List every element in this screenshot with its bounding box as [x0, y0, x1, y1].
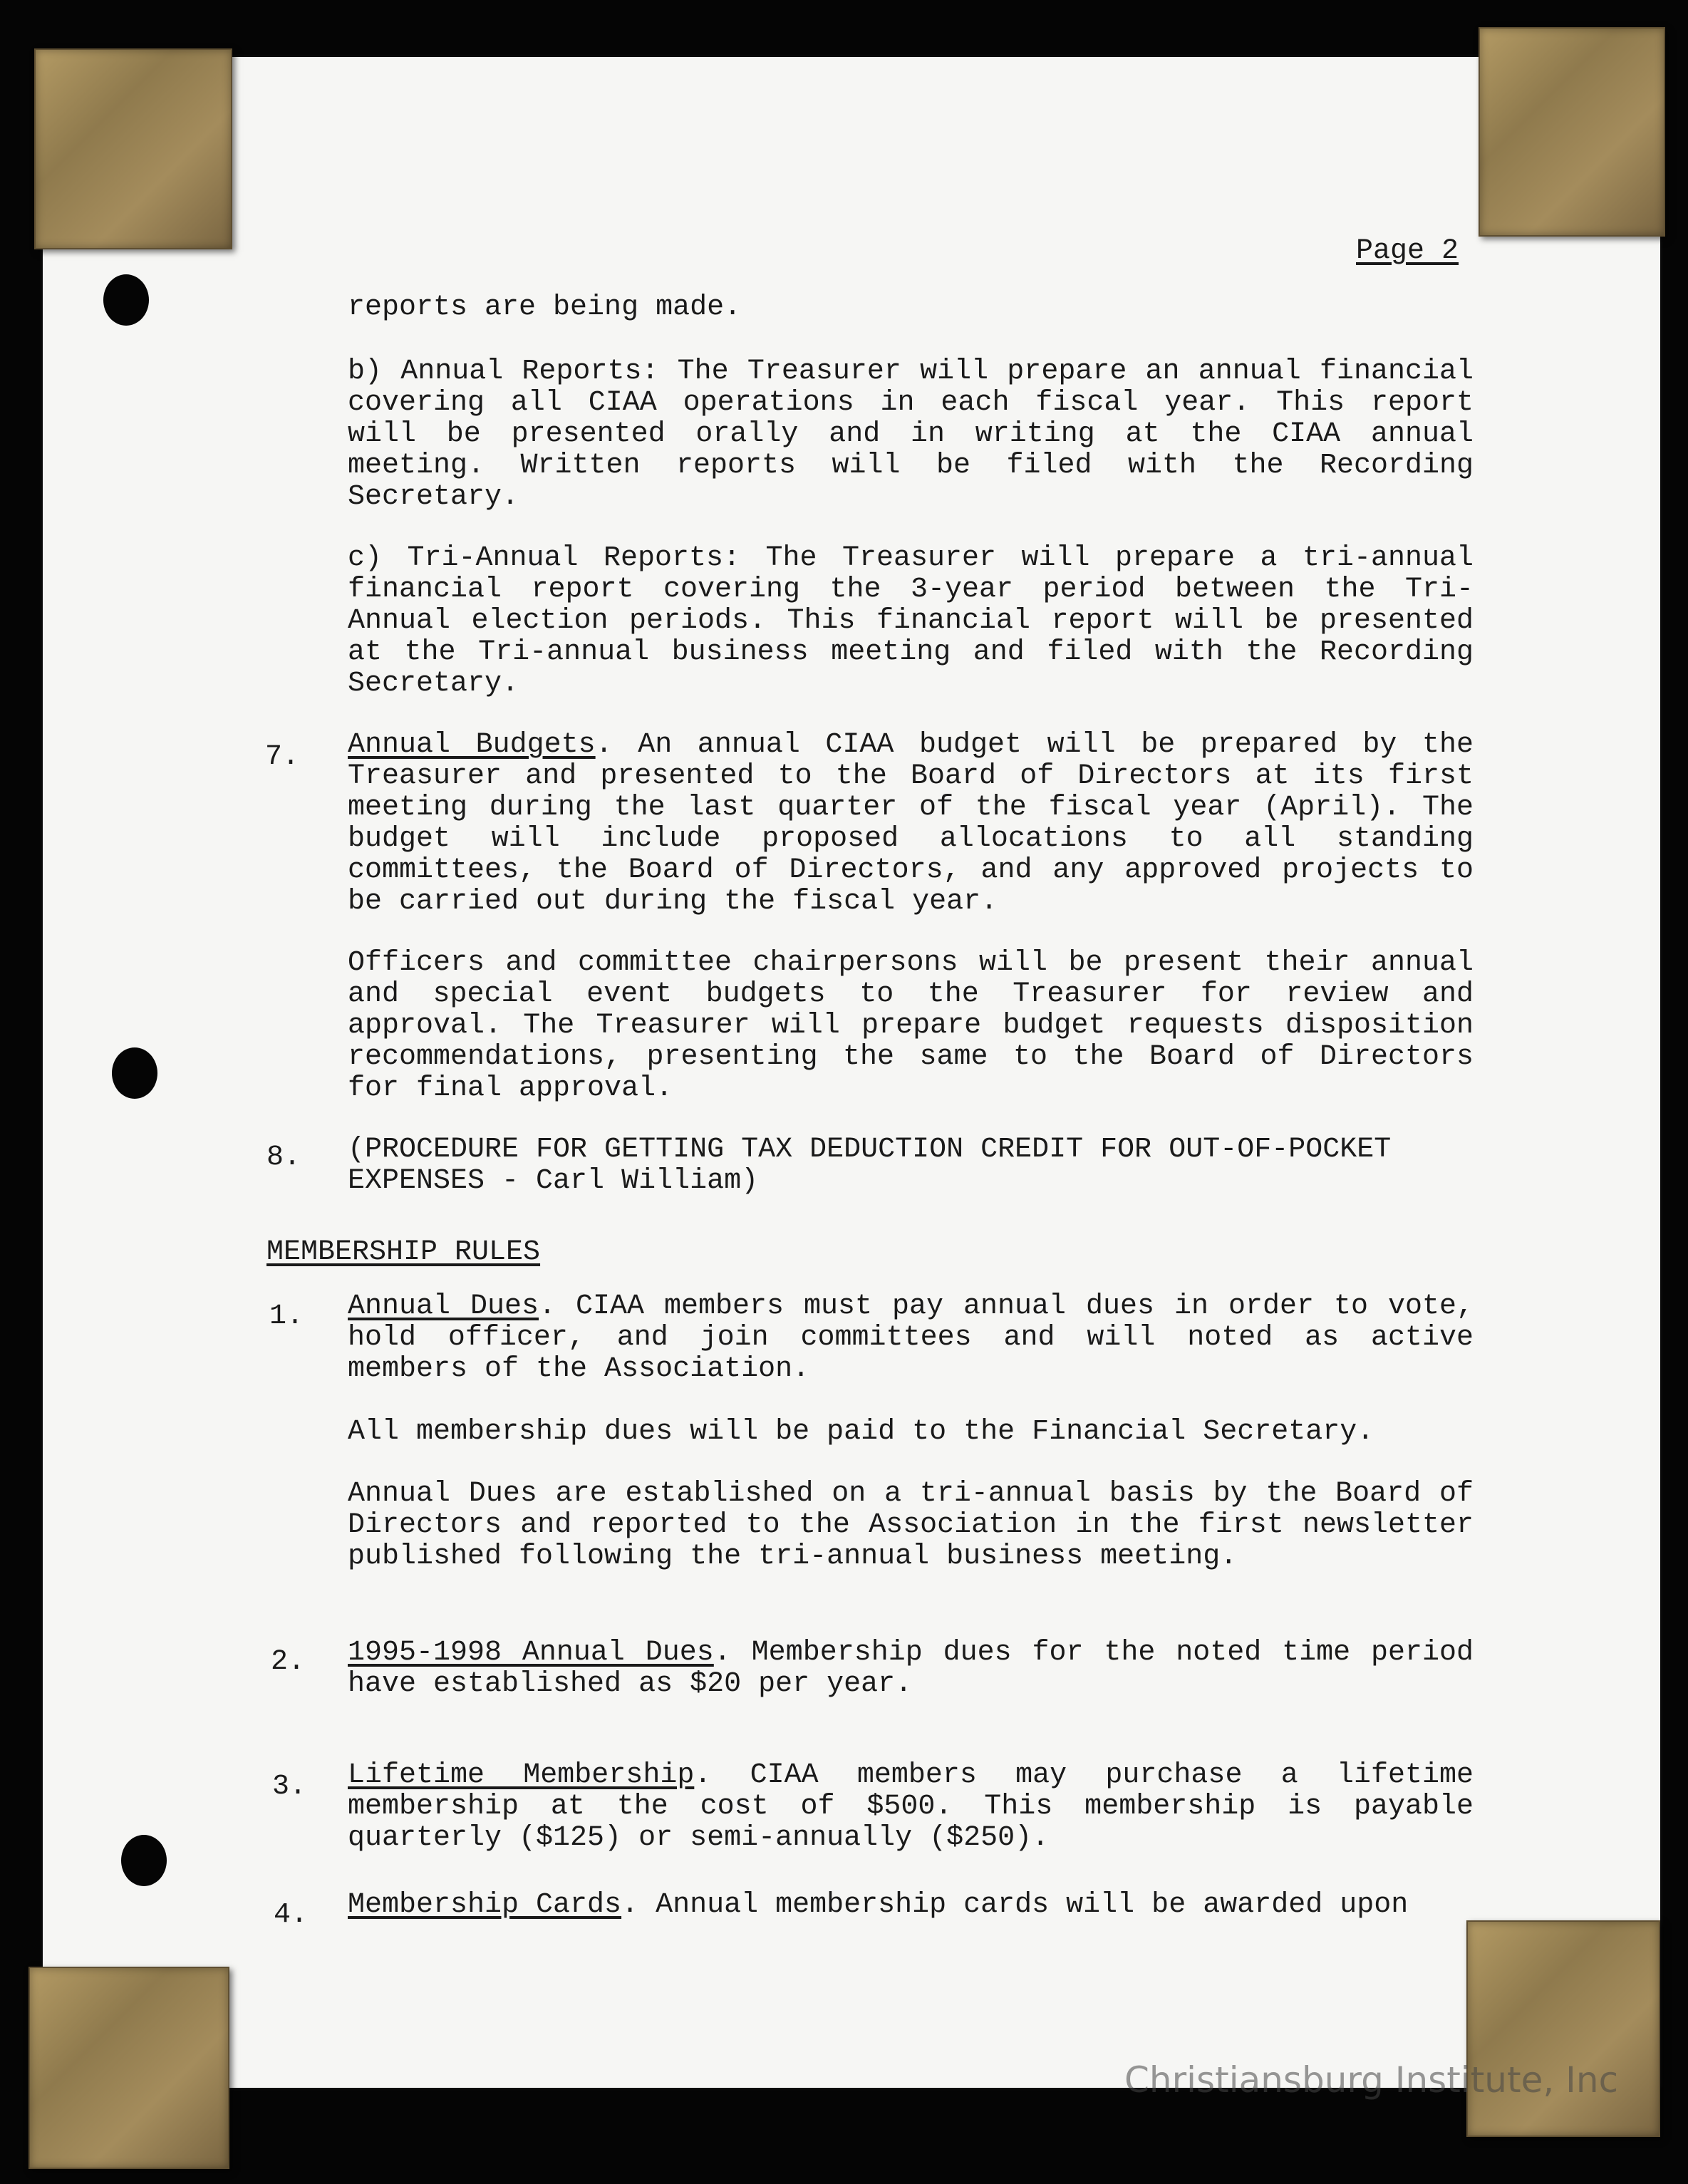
item-number: 3.	[272, 1771, 307, 1803]
item-1995-1998-dues	[348, 1637, 1474, 1700]
item-text: . CIAA members must pay annual dues in order to vote, hold officer, and join committees and will noted as active members of the Association.	[348, 1290, 1474, 1385]
paragraph-officers-budgets: Officers and committee chairpersons will be present their annual and special event budgets to the Treasurer for review and approval. The Treasurer will prepare budget requests disposition recommendations, presenting the same to the Board of Directors for final approval.	[348, 947, 1474, 1104]
corner-clip	[1479, 27, 1665, 237]
section-heading-membership-rules: MEMBERSHIP RULES	[266, 1236, 541, 1268]
item-title: Annual Dues	[348, 1290, 539, 1323]
punch-hole	[103, 274, 149, 326]
item-annual-budgets	[348, 730, 1474, 918]
corner-clip	[29, 1967, 229, 2169]
corner-clip	[34, 48, 232, 249]
paragraph-annual-reports: b) Annual Reports: The Treasurer will prepare an annual financial covering all CIAA operations in each fiscal year. This report will be presented orally and in writing at the CIAA annual meeting. Written reports will be filed with the Recording Secretary.	[348, 356, 1474, 513]
corner-clip	[1466, 1920, 1660, 2137]
item-number: 8.	[266, 1142, 301, 1174]
item-membership-cards	[348, 1890, 1474, 1921]
item-text: . CIAA members may purchase a lifetime membership at the cost of $500. This membership is payable quarterly ($125) or semi-annually ($250).	[348, 1759, 1474, 1854]
item-text: . Annual membership cards will be awarded upon	[621, 1889, 1409, 1921]
paragraph-dues-paid: All membership dues will be paid to the Financial Secretary.	[348, 1416, 1374, 1448]
item-annual-dues	[348, 1291, 1474, 1385]
paragraph-intro: reports are being made.	[348, 291, 742, 324]
page-number: Page 2	[1356, 235, 1459, 267]
paragraph-tri-annual-reports: c) Tri-Annual Reports: The Treasurer will prepare a tri-annual financial report covering the 3-year period between the Tri-Annual election periods. This financial report will be presented at the Tri-annual business meeting and filed with the Recording Secretary.	[348, 542, 1474, 700]
item-number: 1.	[269, 1300, 304, 1332]
item-title: Membership Cards	[348, 1889, 622, 1921]
item-text: . Membership dues for the noted time period have established as $20 per year.	[348, 1637, 1474, 1700]
item-number: 2.	[271, 1646, 306, 1678]
item-lifetime-membership	[348, 1760, 1474, 1854]
item-title: 1995-1998 Annual Dues	[348, 1637, 714, 1669]
paragraph-dues-established: Annual Dues are established on a tri-annual basis by the Board of Directors and reported to the Association in the first newsletter published following the tri-annual business meeting.	[348, 1478, 1474, 1573]
item-tax-deduction-procedure: (PROCEDURE FOR GETTING TAX DEDUCTION CREDIT FOR OUT-OF-POCKET EXPENSES - Carl William)	[348, 1134, 1392, 1197]
item-title: Lifetime Membership	[348, 1759, 695, 1791]
watermark: Christiansburg Institute, Inc	[1124, 2059, 1619, 2101]
punch-hole	[121, 1835, 167, 1886]
item-text: . An annual CIAA budget will be prepared by the Treasurer and presented to the Board of Directors at its first meeting during the last quarter of the fiscal year (April). The budget will include proposed allocations to all standing committees, the Board of Directors, and any approved projects to be carried out during the fiscal year.	[348, 729, 1474, 918]
punch-hole	[112, 1047, 157, 1099]
item-number: 7.	[265, 741, 300, 773]
item-title: Annual Budgets	[348, 729, 596, 761]
item-number: 4.	[274, 1899, 309, 1931]
